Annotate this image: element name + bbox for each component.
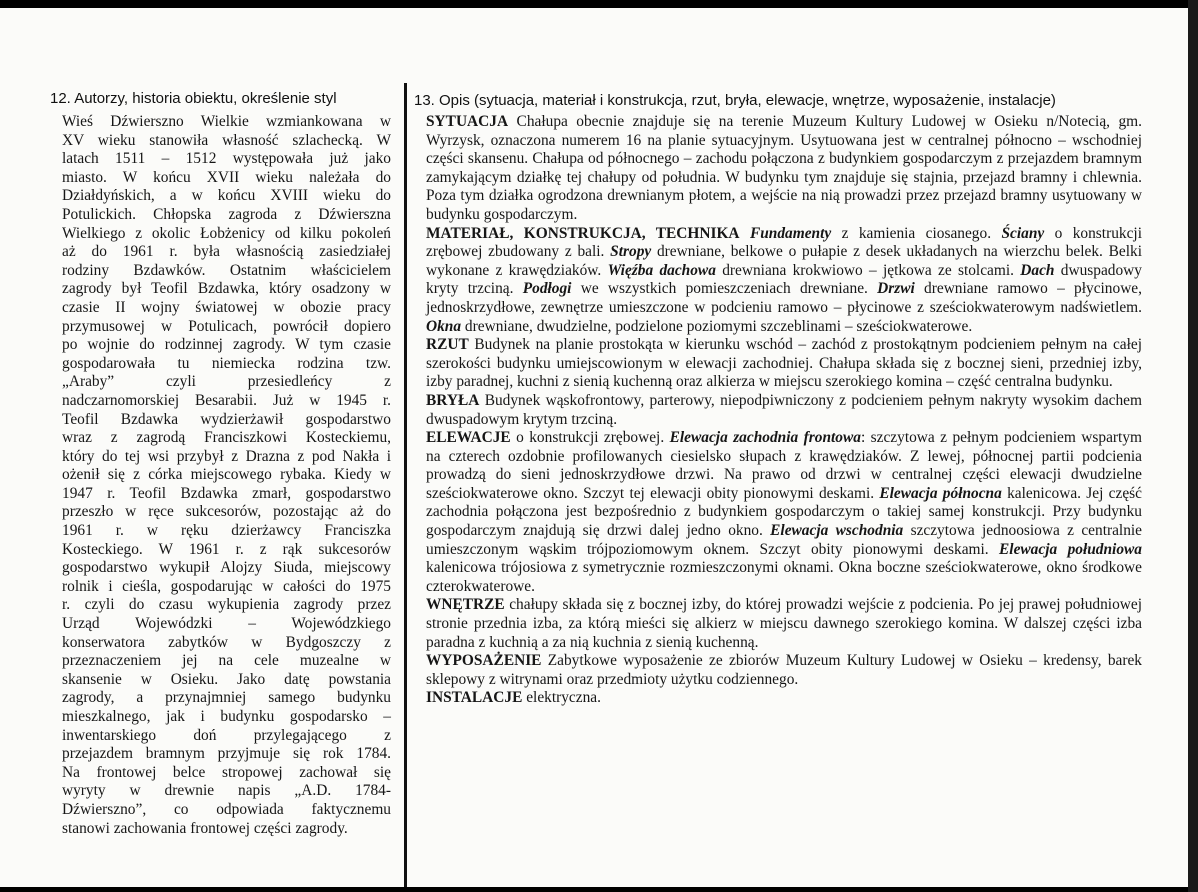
wnetrze-label: WNĘTRZE (426, 596, 505, 614)
history-line: Dźwierszno”, co odpowiada faktycznemu (62, 800, 391, 818)
drzwi-label: Drzwi (877, 280, 915, 298)
elewacje-text-5: kalenicowa trójosiowa z symetrycznie rozmieszczonymi oknami. Okna boczne sześciokwaterowe, okno środkowe czterokwaterowe. (426, 559, 1142, 595)
history-line: konserwatora zabytków w Bydgoszczy z (62, 633, 391, 651)
history-text (62, 113, 391, 838)
fundamenty-text: z kamienia ciosanego. (831, 224, 1002, 242)
history-line: wyryty w drewnie napis „A.D. 1784- (62, 782, 391, 800)
description-text (426, 113, 1142, 708)
history-line: przeszło w ręce sukcesorów, pozostając aż do (62, 503, 391, 521)
history-line: inwentarskiego doń przylegającego z (62, 726, 391, 744)
wnetrze-text: chałupy składa się z bocznej izby, do której prowadzi wejście z podcienia. Po jej prawej południowej stronie przednia izba, za którą mieści się alkierz w miejscu dawnego szerokiego komina. W dalszej części izba paradna z kuchnią a za nią kuchnia z sienią kuchenną. (426, 596, 1142, 651)
rzut-paragraph (426, 336, 1142, 392)
history-line: nadczarnomorskiej Besarabii. Już w 1945 r. (62, 391, 391, 409)
history-line: stanowi zachowania frontowej części zagrody. (62, 819, 348, 837)
elewacja-polnocna-label: Elewacja północna (879, 484, 1002, 502)
history-line: Potulickich. Chłopska zagroda z Dźwierszna (62, 205, 391, 223)
history-line: skansenie w Osieku. Jako datę powstania (62, 670, 391, 688)
stropy-text: drewniane, belkowe o pułapie z desek układanych na wierzchu belek. Belki wykonane z krawędziaków. (426, 243, 1142, 279)
history-line: gospodarstwo wykupił Alojzy Siuda, miejscowy (62, 559, 391, 577)
instalacje-label: INSTALACJE (426, 689, 523, 707)
scan-edge (1188, 0, 1198, 892)
history-line: zagrody był Teofil Bzdawka, który osadzony w (62, 280, 391, 298)
history-line: Na frontowej belce stropowej zachował się (62, 763, 391, 781)
history-line: 1947 r. Teofil Bzdawka zmarł, gospodarstwo (62, 484, 391, 502)
okna-label: Okna (426, 317, 462, 335)
history-line: po wojnie do rodzinnej zagrody. W tym czasie (62, 336, 391, 354)
history-line: „Araby” czyli przesiedleńcy z (62, 373, 391, 391)
wnetrze-paragraph (426, 596, 1142, 652)
section-12-heading: 12. Autorzy, historia obiektu, określenie styl (50, 90, 337, 107)
dach-label: Dach (1020, 261, 1055, 279)
history-line: 1961 r. w ręku dzierżawcy Franciszka (62, 522, 391, 540)
history-line: który do tej wsi przybył z Drazna z pod Nakła i (62, 447, 391, 465)
elewacje-paragraph (426, 429, 1142, 596)
drzwi-text: drewniane ramowo – płycinowe, jednoskrzydłowe, zewnętrze umieszczone w podcieniu ramowo – płycinowe z sześciokwaterowym nadświetlem. (426, 280, 1142, 316)
history-line: rodziny Bzdawków. Ostatnim właścicielem (62, 261, 391, 279)
history-line: Kosteckiego. W 1961 r. z rąk sukcesorów (62, 540, 391, 558)
stropy-label: Stropy (610, 243, 652, 261)
elewacje-text-4: szczytowa jednoosiowa z centralnie umieszczonym wąskim trójpoziomowym oknem. Szczyt obity pionowymi deskami. (426, 522, 1143, 558)
material-label: MATERIAŁ, KONSTRUKCJA, TECHNIKA (426, 224, 740, 242)
history-line: Działdyńskich, a w końcu XVIII wieku do (62, 187, 391, 205)
wyposazenie-paragraph (426, 652, 1142, 689)
history-line: czasie II wojny światowej w obozie pracy (62, 298, 391, 316)
elewacja-zachodnia-label: Elewacja zachodnia frontowa (669, 429, 861, 447)
history-line: przeznaczeniem jej na cele muzealne w (62, 652, 391, 670)
sciany-label: Ściany (1001, 224, 1045, 242)
wiezba-text: drewniana krokwiowo – jętkowa ze stolcami. (715, 261, 1021, 279)
history-line: aż do 1961 r. była własnością zasiedziałej (62, 243, 391, 261)
sytuacja-text: Chałupa obecnie znajduje się na terenie Muzeum Kultury Ludowej w Osieku n/Notecią, gm. Wyrzysk, oznaczona numerem 16 na planie sytuacyjnym. Usytuowana jest w centralnej północno – wschodniej części skansenu. Chałupa od północnego – zachodu połączona z budynkiem gospodarczym z przejazdem bramnym zamykającym działkę tej chałupy od południa. W budynku tym znajduje się stajnia, przejazd bramny i chlewnia. Poza tym działka ogrodzona drewnianym płotem, a wejście na nią prowadzi przez przejazd bramny usytuowany w budynku gospodarczym. (426, 113, 1142, 223)
history-line: mieszkalnego, jak i budynku gospodarsko – (62, 708, 391, 725)
podlogi-text: we wszystkich pomieszczeniach drewniane. (571, 280, 878, 298)
instalacje-text: elektryczna. (522, 689, 601, 707)
bryla-paragraph (426, 392, 1142, 429)
history-line: XV wieku stanowiła własność szlachecką. W (62, 131, 391, 149)
history-line: rolnik i cieśla, gospodarując w całości do 1975 (62, 577, 391, 595)
instalacje-paragraph (426, 689, 1142, 708)
elewacje-label: ELEWACJE (426, 429, 511, 447)
dach-text: dwuspadowy kryty trzciną. (426, 261, 1142, 298)
wyposazenie-label: WYPOSAŻENIE (426, 652, 542, 670)
elewacja-wschodnia-label: Elewacja wschodnia (770, 522, 904, 540)
wyposazenie-text: Zabytkowe wyposażenie ze zbiorów Muzeum Kultury Ludowej w Osieku – kredensy, barek sklepowy z witrynami oraz przedmioty użytku codziennego. (426, 652, 1142, 688)
history-line: Teofil Bzdawka wydzierżawił gospodarstwo (62, 410, 391, 428)
section-13-heading: 13. Opis (sytuacja, materiał i konstrukcja, rzut, bryła, elewacje, wnętrze, wyposażenie, instalacje) (414, 92, 1056, 109)
history-line: przejazdem bramnym przyjmuje się rok 1784. (62, 745, 391, 763)
fundamenty-label: Fundamenty (749, 224, 832, 242)
elewacje-text-2: : szczytowa z pełnym podcieniem wspartym na czterech ozdobnie profilowanych ciesielsko słupach z krawędziaków. Z lewej, północnej partii podcienia prowadzą do sieni jednoskrzydłowe drzwi. Na prawo od drzwi w centralnej części elewacji dwudzielne sześciokwaterowe okno. Szczyt tej elewacji obity pionowymi deskami. (426, 429, 1142, 502)
history-line: ożenił się z córka miejscowego rybaka. Kiedy w (62, 466, 391, 484)
history-line: gospodarowała tu niemiecka rodzina tzw. (62, 354, 391, 372)
history-line: latach 1511 – 1512 występowała już jako (62, 150, 391, 168)
sytuacja-paragraph (426, 113, 1142, 225)
history-line: miasto. W końcu XVII wieku należała do (62, 168, 391, 186)
wiezba-label: Więźba dachowa (607, 261, 716, 279)
history-line: przymusowej w Potulicach, powrócił dopiero (62, 317, 391, 335)
history-line: Urząd Wojewódzki – Wojewódzkiego (62, 615, 391, 633)
sciany-text: o konstrukcji zrębowej zbudowany z bali. (426, 224, 1142, 261)
history-line: zagrody, a przynajmniej samego budynku (62, 689, 391, 707)
material-paragraph (426, 225, 1142, 337)
bryla-text: Budynek wąskofrontowy, parterowy, niepodpiwniczony z podcieniem pełnym nakryty wysokim dachem dwuspadowym krytym trzciną. (426, 391, 1142, 428)
history-line: wraz z zagrodą Franciszkowi Kosteckiemu, (62, 429, 391, 447)
history-line: Wielkiego z okolic Łobżenicy od kilku pokoleń (62, 224, 391, 242)
elewacja-poludniowa-label: Elewacja południowa (999, 540, 1142, 558)
bryla-label: BRYŁA (426, 391, 480, 409)
elewacje-text-1: o konstrukcji zrębowej. (510, 429, 670, 447)
sytuacja-label: SYTUACJA (426, 113, 509, 130)
rzut-label: RZUT (426, 336, 469, 354)
scanned-page (0, 8, 1188, 887)
elewacje-text-3: kalenicowa. Jej część zachodnia połączona jest bezpośrednio z budynkiem gospodarczym o takiej samej konstrukcji. Przy budynku gospodarczym znajdują się drzwi dalej jedno okno. (426, 484, 1142, 540)
okna-text: drewniane, dwudzielne, podzielone poziomymi szczeblinami – sześciokwaterowe. (461, 317, 973, 335)
column-divider (404, 83, 407, 887)
history-line: r. czyli do czasu wykupienia zagrody przez (62, 596, 391, 614)
podlogi-label: Podłogi (522, 280, 572, 298)
history-line: Wieś Dźwierszno Wielkie wzmiankowana w (62, 113, 391, 130)
rzut-text: Budynek na planie prostokąta w kierunku wschód – zachód z prostokątnym podcieniem pełnym na całej szerokości budynku umiejscowionym w elewacji zachodniej. Chałupa składa się z bocznej sieni, przedniej izby, izby paradnej, kuchni z sienią kuchenną oraz alkierza w miejscu szerokiego komina – część centralna budynku. (426, 336, 1142, 391)
